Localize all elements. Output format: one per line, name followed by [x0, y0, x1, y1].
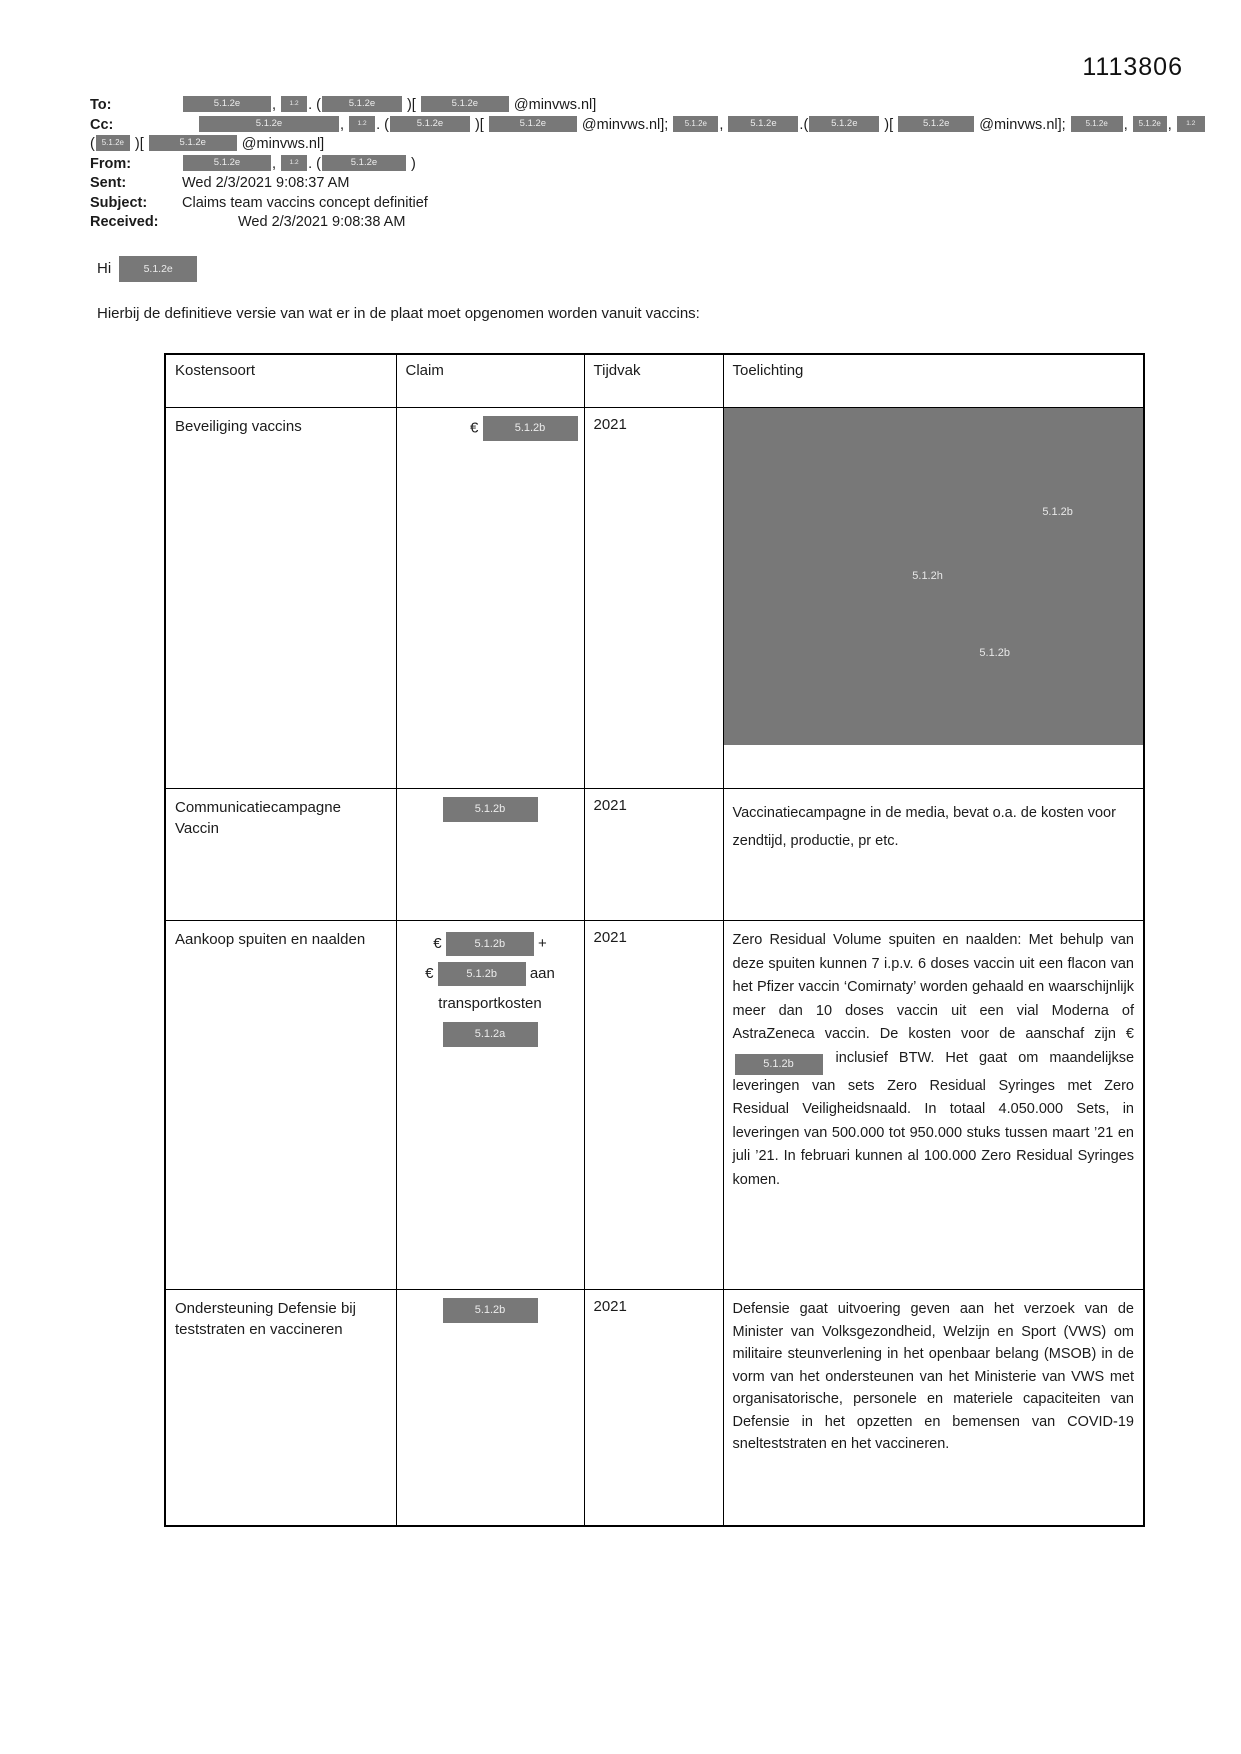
claim-redaction-chip: 5.1.2b [446, 932, 534, 956]
claim-redaction-chip: 5.1.2b [443, 797, 538, 822]
email-field-cc-wrap [90, 135, 1215, 155]
inline-redaction-chip: 5.1.2b [735, 1054, 823, 1075]
currency-symbol: € [433, 935, 442, 952]
redacted-block [724, 408, 1144, 745]
field-value-cc: 5.1.2e , 1.2 . ( 5.1.2e )[ 5.1.2e @minvws.nl]; 5.1.2e , 5.1.2e .( 5.1.2e )[ 5.1.2e @minvws.nl]; 5.1.2e , 5.1.2e , 1.2 [168, 117, 1206, 133]
field-value-cc-wrap: ( 5.1.2e )[ 5.1.2e @minvws.nl] [90, 136, 325, 152]
claim-cell [396, 408, 584, 789]
email-header [90, 96, 1215, 233]
field-value-from: 5.1.2e , 1.2 . ( 5.1.2e ) [168, 156, 416, 172]
email-field-from [90, 155, 1215, 175]
tijdvak-cell: 2021 [584, 1290, 723, 1527]
email-field-cc [90, 116, 1215, 136]
spacer [168, 225, 238, 226]
tijdvak-cell: 2021 [584, 789, 723, 921]
claim-line-4 [398, 1019, 583, 1049]
field-value-to: 5.1.2e , 1.2 . ( 5.1.2e )[ 5.1.2e @minvws.nl] [168, 97, 596, 113]
spacer [168, 108, 182, 109]
claim-line-1 [398, 929, 583, 959]
table-row-beveiliging [165, 408, 1144, 789]
currency-symbol: € [425, 965, 434, 982]
currency-symbol: € [469, 419, 479, 437]
claim-redaction-chip: 5.1.2b [483, 416, 578, 441]
field-label-from: From: [90, 155, 132, 172]
toelichting-text: inclusief BTW. Het gaat om maandelijkse leveringen van sets Zero Residual Syringes met Zero Residual Veiligheidsnaald. In totaal 4.050.000 Sets, in leveringen van 500.000 tot 950.000 stuks tussen maart ’21 en juli ’21. In februari kunnen al 100.000 Zero Residual Syringes komen. [732, 1049, 1135, 1188]
tijdvak-cell: 2021 [584, 408, 723, 789]
redaction-chip: 5.1.2e [322, 96, 402, 112]
intro-text: Hierbij de definitieve versie van wat er in de plaat moet opgenomen worden vanuit vaccins: [97, 305, 700, 322]
kostensoort-cell: Aankoop spuiten en naalden [165, 921, 396, 1290]
claim-redaction-chip: 5.1.2b [438, 962, 526, 986]
email-field-to [90, 96, 1215, 116]
redaction-chip: 5.1.2e [390, 116, 470, 132]
email-field-sent [90, 174, 1215, 194]
redaction-chip: 5.1.2e [96, 135, 130, 151]
redaction-chip: 5.1.2e [728, 116, 798, 132]
redaction-chip: 1.2 [281, 96, 307, 112]
claim-suffix: aan [529, 965, 555, 982]
kostensoort-cell: Communicatiecampagne Vaccin [165, 789, 396, 921]
claim-cell [396, 921, 584, 1290]
redaction-chip: 5.1.2e [183, 96, 271, 112]
claim-cell [396, 1290, 584, 1527]
field-value-subject: Claims team vaccins concept definitief [168, 195, 428, 211]
tijdvak-cell: 2021 [584, 921, 723, 1290]
spacer [168, 167, 182, 168]
greeting-text: Hi [97, 260, 112, 277]
toelichting-cell: Vaccinatiecampagne in de media, bevat o.a. de kosten voor zendtijd, productie, pr etc. [723, 789, 1144, 921]
redaction-chip: 5.1.2e [489, 116, 577, 132]
redaction-chip: 5.1.2e [421, 96, 509, 112]
table-header-row [165, 354, 1144, 408]
claim-redaction-chip: 5.1.2a [443, 1022, 538, 1047]
field-label-received: Received: [90, 214, 159, 230]
field-value-sent: Wed 2/3/2021 9:08:37 AM [168, 175, 349, 191]
table-row-defensie [165, 1290, 1144, 1527]
field-label-sent: Sent: [90, 175, 127, 191]
field-label-to: To: [90, 97, 112, 113]
claim-cell [396, 789, 584, 921]
claims-table [164, 353, 1145, 1527]
redaction-chip: 5.1.2e [149, 135, 237, 151]
email-field-subject [90, 194, 1215, 214]
kostensoort-cell: Ondersteuning Defensie bij teststraten en vaccineren [165, 1290, 396, 1527]
redaction-label: 5.1.2h [912, 569, 943, 582]
toelichting-cell: Defensie gaat uitvoering geven aan het verzoek van de Minister van Volksgezondheid, Welzijn en Sport (VWS) om militaire steunverlening in het openbaar belang (MSOB) in de vorm van het ondersteunen van het Ministerie van VWS met organisatorische, personele en materiele capaciteiten van Defensie in het opzetten en bemensen van COVID-19 snelteststraten en het vaccineren. [723, 1290, 1144, 1527]
table-row-communicatie [165, 789, 1144, 921]
spacer [168, 186, 182, 187]
redaction-chip: 5.1.2e [183, 155, 271, 171]
claim-line-3: transportkosten [438, 995, 542, 1012]
claim-line-2 [398, 959, 583, 989]
redaction-chip: 5.1.2e [809, 116, 879, 132]
toelichting-text: Zero Residual Volume spuiten en naalden: Met behulp van deze spuiten kunnen 7 i.p.v. 6 doses vaccin uit een flacon van het Pfizer vaccin ‘Comirnaty’ worden gehaald en waarschijnlijk meer dan 10 doses vaccin uit een vial Moderna of AstraZeneca vaccin. De kosten voor de aanschaf zijn € [732, 932, 1134, 1042]
field-label-cc: Cc: [90, 116, 114, 133]
redaction-label: 5.1.2b [979, 647, 1010, 660]
spacer [168, 128, 198, 129]
kostensoort-cell: Beveiliging vaccins [165, 408, 396, 789]
document-number: 1113806 [1082, 53, 1183, 81]
greeting [97, 256, 197, 282]
redaction-chip: 1.2 [1177, 116, 1205, 132]
redaction-chip: 5.1.2e [673, 116, 718, 132]
header-kostensoort: Kostensoort [165, 354, 396, 408]
greeting-redaction-chip: 5.1.2e [119, 256, 197, 282]
table-row-spuiten [165, 921, 1144, 1290]
redaction-chip: 5.1.2e [199, 116, 339, 132]
header-tijdvak: Tijdvak [584, 354, 723, 408]
redaction-label: 5.1.2b [1042, 505, 1073, 518]
toelichting-cell [723, 408, 1144, 789]
email-field-received [90, 213, 1215, 233]
redaction-chip: 5.1.2e [1133, 116, 1167, 132]
claim-redaction-chip: 5.1.2b [443, 1298, 538, 1323]
field-label-subject: Subject: [90, 194, 148, 211]
redaction-chip: 5.1.2e [1071, 116, 1123, 132]
toelichting-cell [723, 921, 1144, 1290]
spacer [168, 206, 182, 207]
header-toelichting: Toelichting [723, 354, 1144, 408]
redaction-chip: 1.2 [281, 155, 307, 171]
redaction-chip: 5.1.2e [898, 116, 974, 132]
redaction-chip: 5.1.2e [322, 155, 406, 171]
redaction-chip: 1.2 [349, 116, 375, 132]
field-value-received: Wed 2/3/2021 9:08:38 AM [168, 214, 405, 230]
plus-sign: + [537, 935, 547, 952]
header-claim: Claim [396, 354, 584, 408]
